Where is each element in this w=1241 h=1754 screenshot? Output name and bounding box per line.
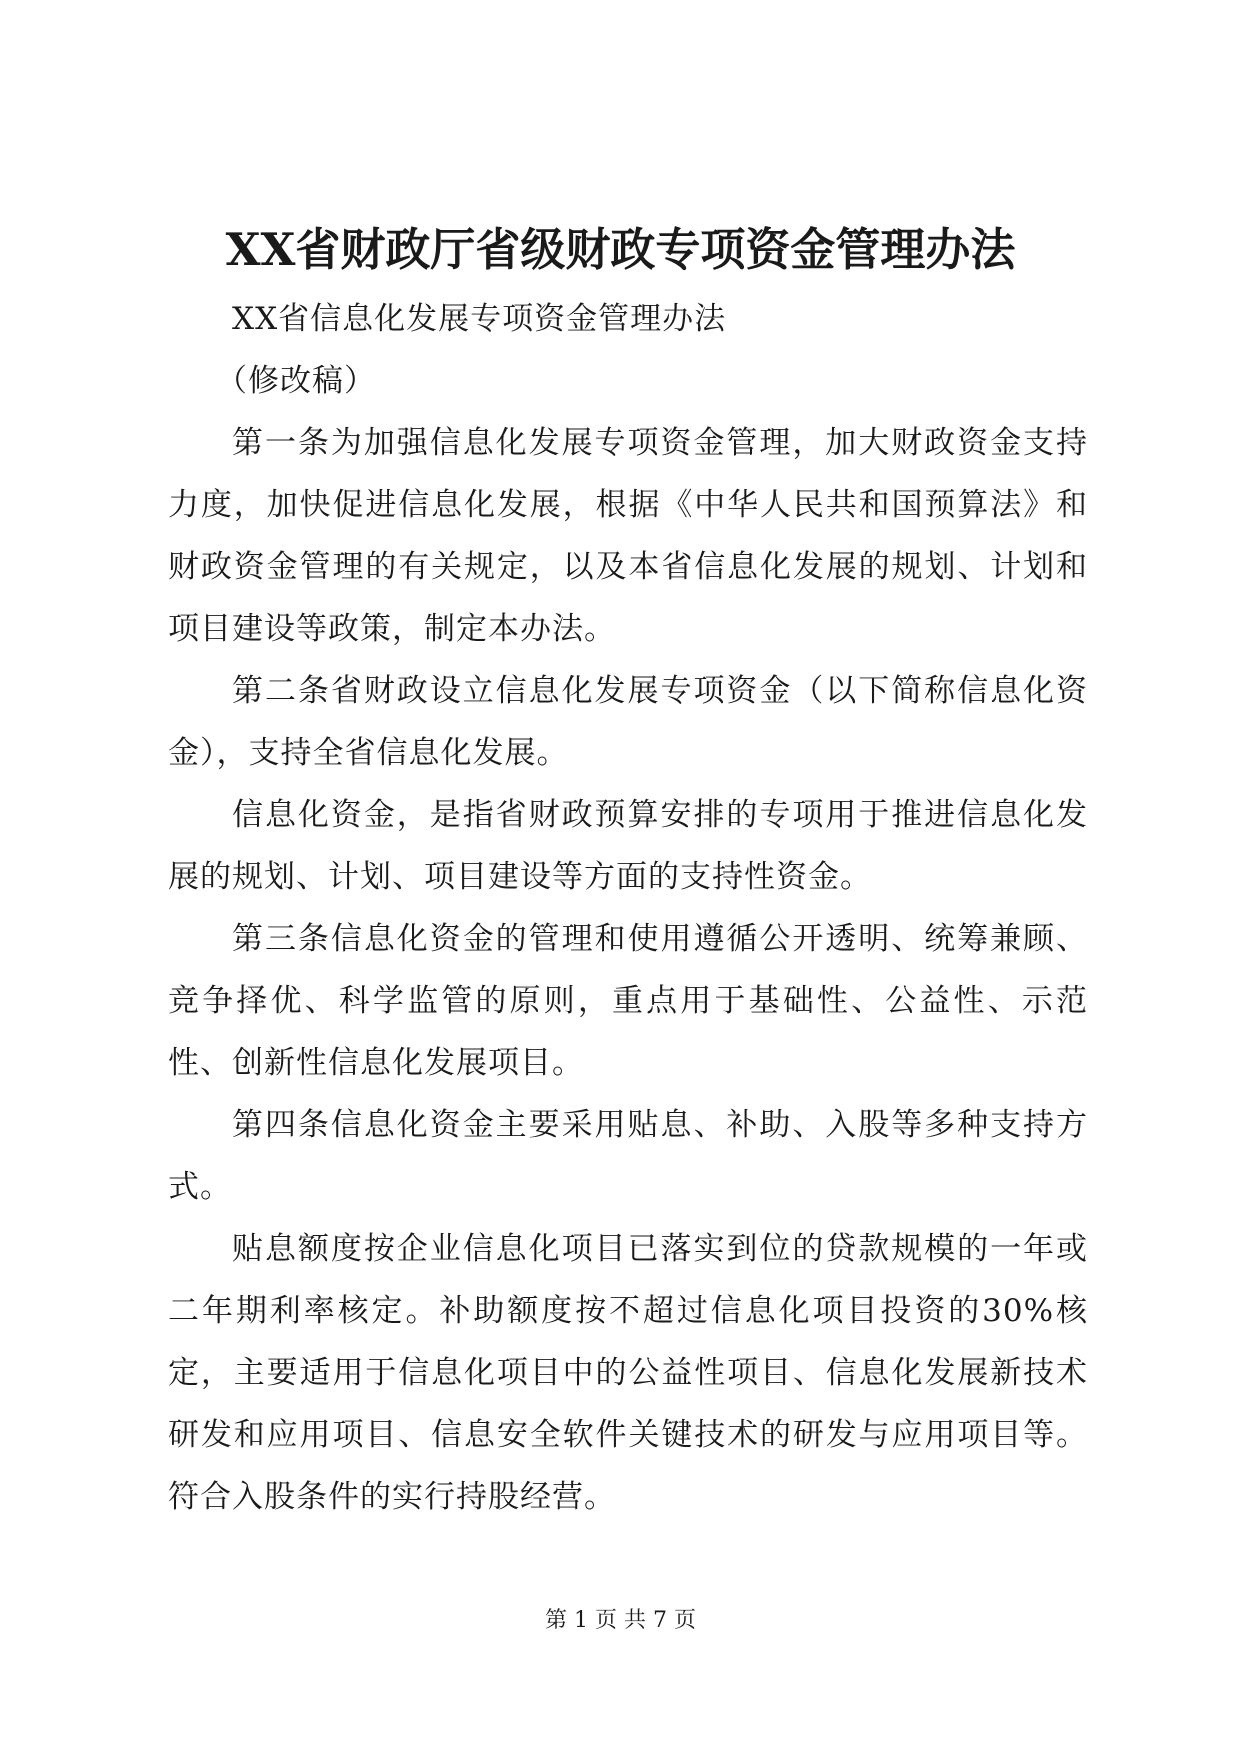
definition-paragraph: 信息化资金，是指省财政预算安排的专项用于推进信息化发展的规划、计划、项目建设等方面的支持性资金。 (168, 797, 1088, 895)
subsidy-paragraph: 贴息额度按企业信息化项目已落实到位的贷款规模的一年或二年期利率核定。补助额度按不超过信息化项目投资的30%核定，主要适用于信息化项目中的公益性项目、信息化发展新技术研发和应用项目、信息安全软件关键技术的研发与应用项目等。符合入股条件的实行持股经营。 (168, 1231, 1088, 1515)
article-4-paragraph: 第四条信息化资金主要采用贴息、补助、入股等多种支持方式。 (168, 1107, 1088, 1205)
article-2-paragraph: 第二条省财政设立信息化发展专项资金（以下简称信息化资金），支持全省信息化发展。 (168, 673, 1088, 771)
revision-note-paragraph: （修改稿） (216, 363, 376, 399)
document-title: XX省财政厅省级财政专项资金管理办法 (225, 223, 1016, 276)
page-footer: 第 1 页 共 7 页 (545, 1608, 696, 1633)
article-3-paragraph: 第三条信息化资金的管理和使用遵循公开透明、统筹兼顾、竞争择优、科学监管的原则，重点用于基础性、公益性、示范性、创新性信息化发展项目。 (168, 921, 1088, 1081)
subtitle-paragraph: XX省信息化发展专项资金管理办法 (232, 301, 727, 337)
document-body (168, 288, 1088, 1528)
article-1-paragraph: 第一条为加强信息化发展专项资金管理，加大财政资金支持力度，加快促进信息化发展，根据《中华人民共和国预算法》和财政资金管理的有关规定，以及本省信息化发展的规划、计划和项目建设等政策，制定本办法。 (168, 425, 1088, 647)
